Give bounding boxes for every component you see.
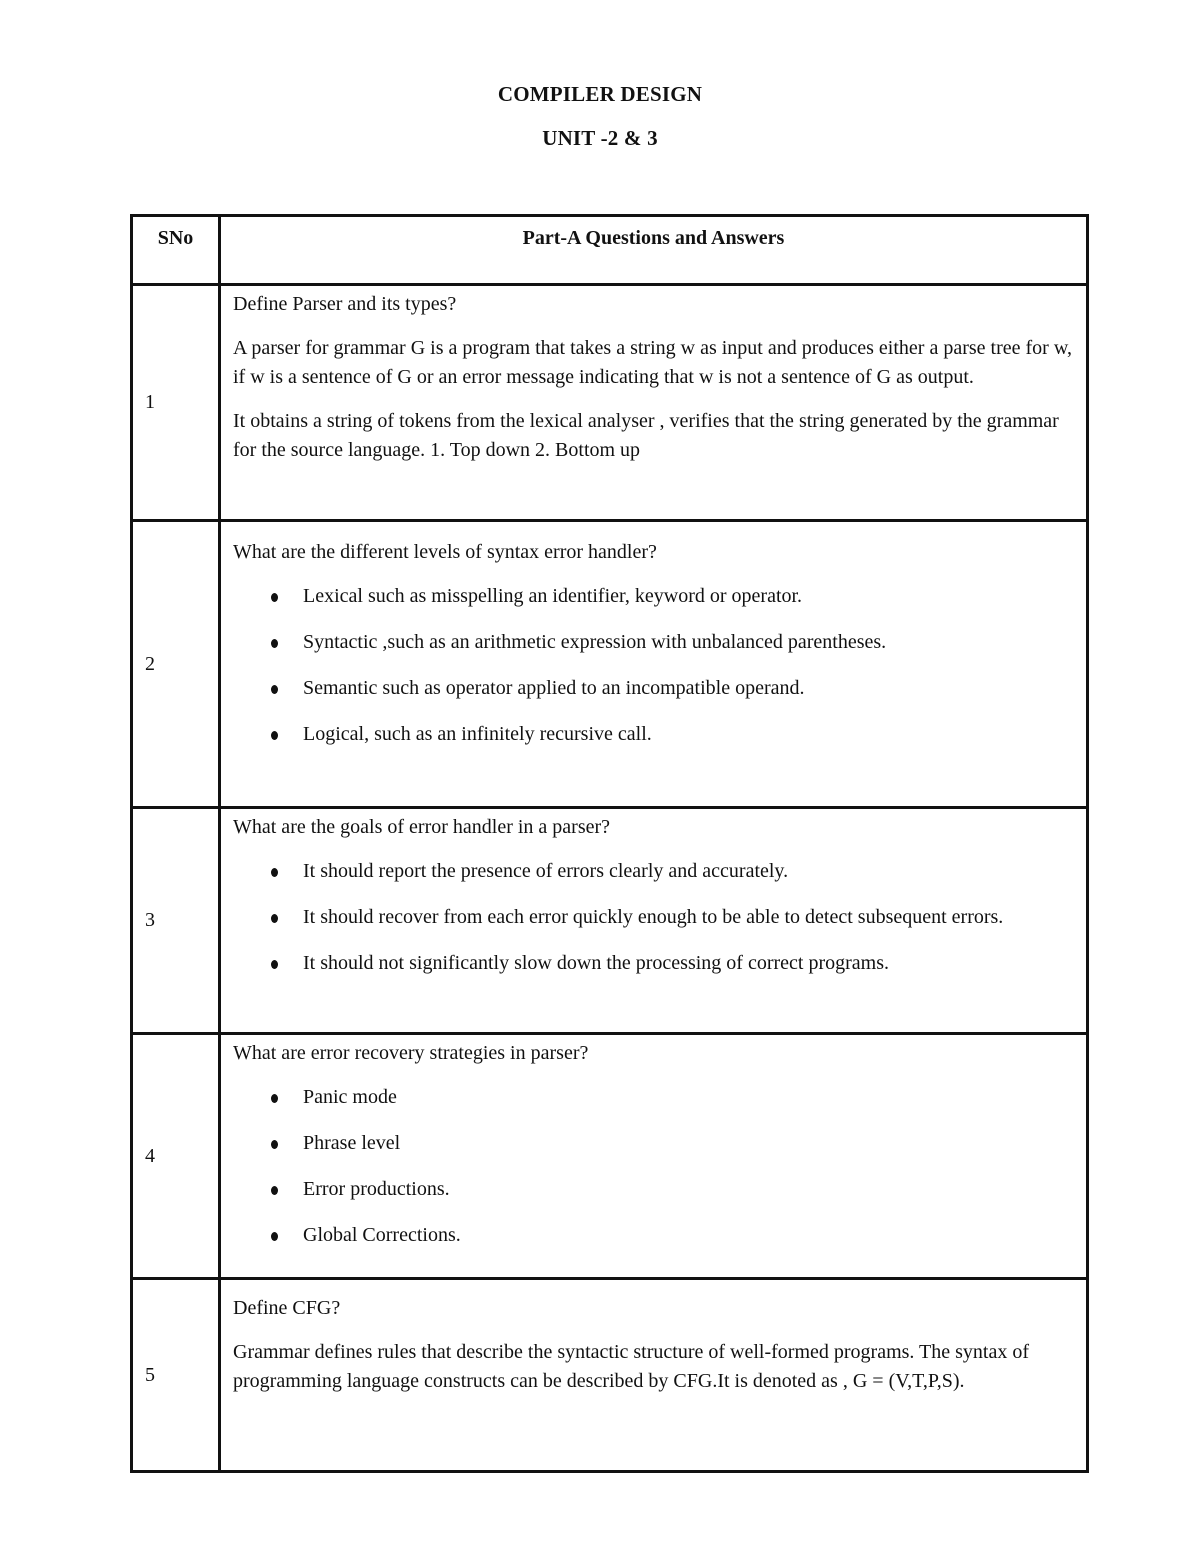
question: Define CFG? bbox=[233, 1297, 341, 1319]
bullet-icon bbox=[271, 914, 278, 923]
row-number: 4 bbox=[132, 1034, 220, 1279]
list-item-text: It should recover from each error quickly enough to be able to detect subsequent errors. bbox=[303, 906, 1004, 928]
bullet-icon bbox=[271, 639, 278, 648]
question: What are the different levels of syntax error handler? bbox=[233, 541, 657, 563]
bullet-icon bbox=[271, 731, 278, 740]
answer-bullet-list bbox=[233, 1083, 1074, 1250]
list-item-text: Global Corrections. bbox=[303, 1224, 461, 1246]
list-item bbox=[233, 720, 1074, 749]
qa-table bbox=[130, 214, 1089, 1473]
list-item bbox=[233, 1221, 1074, 1250]
table-row bbox=[132, 1034, 1088, 1279]
table-header-row bbox=[132, 216, 1088, 285]
document-subtitle: UNIT -2 & 3 bbox=[542, 126, 658, 150]
document-title: COMPILER DESIGN bbox=[497, 82, 703, 106]
list-item bbox=[233, 857, 1074, 886]
list-item bbox=[233, 582, 1074, 611]
row-number: 1 bbox=[132, 285, 220, 521]
bullet-icon bbox=[271, 1232, 278, 1241]
list-item bbox=[233, 1175, 1074, 1204]
list-item-text: Error productions. bbox=[303, 1178, 450, 1200]
list-item bbox=[233, 1129, 1074, 1158]
bullet-icon bbox=[271, 1140, 278, 1149]
bullet-icon bbox=[271, 960, 278, 969]
header-sno: SNo bbox=[132, 216, 220, 285]
question: Define Parser and its types? bbox=[233, 293, 457, 315]
row-number: 3 bbox=[132, 808, 220, 1034]
row-number: 5 bbox=[132, 1279, 220, 1472]
list-item bbox=[233, 949, 1074, 978]
list-item-text: It should not significantly slow down the processing of correct programs. bbox=[303, 952, 889, 974]
bullet-icon bbox=[271, 868, 278, 877]
question: What are error recovery strategies in parser? bbox=[233, 1042, 589, 1064]
list-item-text: Lexical such as misspelling an identifier, keyword or operator. bbox=[303, 585, 803, 607]
question: What are the goals of error handler in a parser? bbox=[233, 816, 611, 838]
table-row bbox=[132, 1279, 1088, 1472]
bullet-icon bbox=[271, 685, 278, 694]
row-content bbox=[220, 285, 1088, 521]
row-number: 2 bbox=[132, 521, 220, 808]
list-item-text: It should report the presence of errors clearly and accurately. bbox=[303, 860, 789, 882]
list-item-text: Panic mode bbox=[303, 1086, 397, 1108]
list-item-text: Phrase level bbox=[303, 1132, 401, 1154]
row-content bbox=[220, 1279, 1088, 1472]
bullet-icon bbox=[271, 1186, 278, 1195]
list-item bbox=[233, 674, 1074, 703]
answer-paragraph: Grammar defines rules that describe the syntactic structure of well-formed programs. The syntax of programming language constructs can be described by CFG.It is denoted as , G = (V,T,P,S). bbox=[233, 1341, 1030, 1392]
bullet-icon bbox=[271, 1094, 278, 1103]
list-item bbox=[233, 1083, 1074, 1112]
list-item bbox=[233, 903, 1074, 932]
answer-paragraph: It obtains a string of tokens from the lexical analyser , verifies that the string generated by the grammar for the source language. 1. Top down 2. Bottom up bbox=[233, 410, 1059, 461]
table-row bbox=[132, 521, 1088, 808]
row-content bbox=[220, 808, 1088, 1034]
answer-bullet-list bbox=[233, 582, 1074, 749]
row-content bbox=[220, 1034, 1088, 1279]
list-item-text: Logical, such as an infinitely recursive call. bbox=[303, 723, 652, 745]
answer-bullet-list bbox=[233, 857, 1074, 978]
bullet-icon bbox=[271, 593, 278, 602]
table-row bbox=[132, 285, 1088, 521]
header-questions-answers: Part-A Questions and Answers bbox=[220, 216, 1088, 285]
list-item bbox=[233, 628, 1074, 657]
table-row bbox=[132, 808, 1088, 1034]
list-item-text: Semantic such as operator applied to an incompatible operand. bbox=[303, 677, 805, 699]
list-item-text: Syntactic ,such as an arithmetic expression with unbalanced parentheses. bbox=[303, 631, 887, 653]
answer-paragraph: A parser for grammar G is a program that takes a string w as input and produces either a parse tree for w, if w is a sentence of G or an error message indicating that w is not a sentence of G as output. bbox=[233, 337, 1072, 388]
row-content bbox=[220, 521, 1088, 808]
